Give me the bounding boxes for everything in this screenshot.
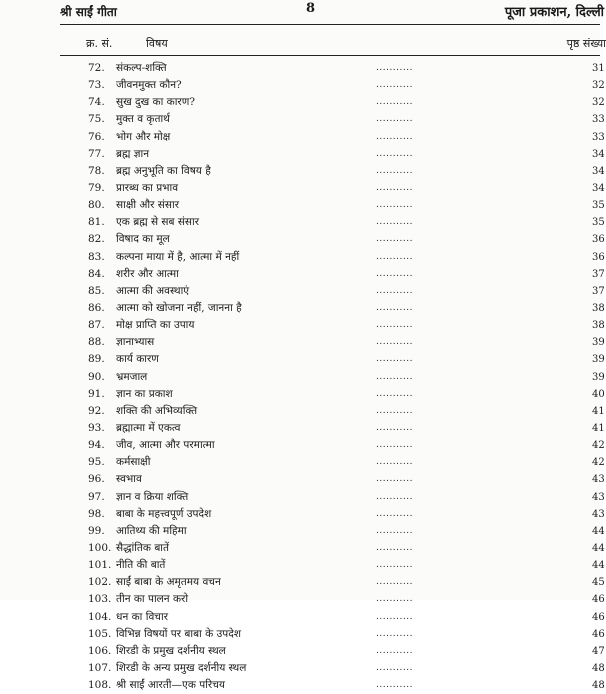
dot-leader: ........... [376,542,413,553]
entry-title: धन का विचार [116,610,168,623]
dot-leader: ........... [376,560,413,571]
header-rule [60,24,600,25]
publisher-name: पूजा प्रकाशन, दिल्ली [504,5,604,20]
entry-page: 47 [592,645,605,657]
toc-row [0,94,605,111]
dot-leader: ........... [376,611,413,622]
entry-page: 31 [592,63,605,74]
toc-row [0,523,605,540]
dot-leader: ........... [376,594,413,605]
dot-leader: ........... [376,354,413,365]
toc-row [0,300,605,317]
entry-number: 91. [88,387,105,400]
dot-leader: ........... [376,645,413,656]
entry-number: 108. [88,679,112,692]
entry-number: 101. [88,559,112,572]
toc-row [0,111,605,128]
entry-title: आतिथ्य की महिमा [116,524,187,537]
entry-number: 73. [88,79,105,92]
entry-title: ज्ञान का प्रकाश [116,387,173,400]
column-header-rule [60,55,600,56]
dot-leader: ........... [376,337,413,348]
toc-row [0,626,605,643]
entry-title: शिरडी के प्रमुख दर्शनीय स्थल [116,644,226,657]
dot-leader: ........... [376,131,413,142]
dot-leader: ........... [376,200,413,211]
toc-row [0,317,605,334]
entry-page: 40 [592,388,605,400]
toc-row [0,454,605,471]
book-title: श्री साईं गीता [60,5,117,19]
page-header [0,0,604,22]
toc-row [0,471,605,488]
entry-page: 34 [592,165,605,177]
entry-number: 85. [88,284,105,297]
entry-title: तीन का पालन करो [116,593,189,606]
toc-row [0,557,605,574]
entry-number: 77. [88,147,105,160]
entry-number: 74. [88,96,105,109]
entry-number: 94. [88,439,105,452]
entry-page: 39 [592,371,605,383]
entry-title: मुक्त व कृतार्थ [116,113,170,126]
entry-page: 46 [592,611,605,623]
toc-row [0,351,605,368]
entry-number: 76. [88,130,105,143]
entry-title: जीवनमुक्त कौन? [116,79,182,92]
entry-page: 33 [592,114,605,126]
entry-title: साईं बाबा के अमृतमय वचन [116,576,221,589]
entry-page: 42 [592,457,605,469]
entry-title: संकल्प-शक्ति [116,62,167,74]
entry-page: 37 [592,285,605,297]
entry-page: 34 [592,182,605,194]
serial-column-header: क्र. सं. [86,37,113,50]
toc-row [0,489,605,506]
toc-row [0,609,605,626]
toc-row [0,386,605,403]
entry-number: 96. [88,473,105,486]
entry-page: 41 [592,422,605,434]
entry-title: ज्ञानाभ्यास [116,336,155,349]
dot-leader: ........... [376,97,413,108]
entry-page: 34 [592,148,605,160]
entry-page: 38 [592,320,605,332]
entry-title: कार्य कारण [116,353,159,366]
dot-leader: ........... [376,405,413,416]
entry-title: भ्रमजाल [116,370,148,383]
entry-title: श्री साईं आरती—एक परिचय [116,679,225,692]
entry-number: 102. [88,576,112,589]
entry-page: 44 [592,560,605,572]
dot-leader: ........... [376,422,413,433]
entry-title: ज्ञान व क्रिया शक्ति [116,490,189,503]
entry-title: मोक्ष प्राप्ति का उपाय [116,319,195,332]
dot-leader: ........... [376,320,413,331]
toc-row [0,129,605,146]
entry-number: 107. [88,661,112,674]
entry-page: 35 [592,200,605,212]
entry-page: 44 [592,542,605,554]
toc-row [0,369,605,386]
entry-number: 81. [88,216,105,229]
entry-title: ब्रह्म ज्ञान [116,147,150,160]
dot-leader: ........... [376,182,413,193]
entry-number: 75. [88,113,105,126]
entry-page: 36 [592,251,605,263]
entry-number: 93. [88,421,105,434]
entry-number: 88. [88,336,105,349]
dot-leader: ........... [376,234,413,245]
entry-page: 37 [592,268,605,280]
entry-number: 98. [88,507,105,520]
entry-page: 45 [592,577,605,589]
entry-number: 79. [88,181,105,194]
dot-leader: ........... [376,508,413,519]
entry-number: 99. [88,524,105,537]
entry-number: 90. [88,370,105,383]
entry-page: 43 [592,474,605,486]
entry-title: एक ब्रह्म से सब संसार [116,216,200,229]
entry-page: 33 [592,131,605,143]
page-number: 8 [306,1,316,16]
toc-row [0,643,605,660]
entry-number: 87. [88,319,105,332]
entry-number: 72. [88,62,105,74]
toc-row [0,574,605,591]
entry-page: 38 [592,302,605,314]
dot-leader: ........... [376,371,413,382]
dot-leader: ........... [376,114,413,125]
entry-number: 89. [88,353,105,366]
toc-row [0,540,605,557]
dot-leader: ........... [376,63,413,73]
entry-title: आत्मा की अवस्थाएं [116,284,190,297]
toc-row [0,180,605,197]
entry-page: 48 [592,680,605,692]
toc-row [0,591,605,608]
entry-title: नीति की बातें [116,559,166,572]
entry-number: 80. [88,199,105,212]
entry-number: 106. [88,644,112,657]
entry-title: विषाद का मूल [116,233,170,246]
dot-leader: ........... [376,388,413,399]
dot-leader: ........... [376,148,413,159]
entry-page: 48 [592,662,605,674]
dot-leader: ........... [376,457,413,468]
entry-number: 78. [88,164,105,177]
toc-row [0,60,605,77]
entry-number: 104. [88,610,112,623]
toc-row [0,146,605,163]
entry-title: विभिन्न विषयों पर बाबा के उपदेश [116,627,241,640]
entry-page: 43 [592,508,605,520]
toc-row [0,266,605,283]
entry-page: 46 [592,628,605,640]
entry-page: 39 [592,337,605,349]
dot-leader: ........... [376,474,413,485]
entry-number: 95. [88,456,105,469]
toc-row [0,420,605,437]
entry-number: 83. [88,250,105,263]
column-headers [0,36,606,52]
entry-page: 43 [592,491,605,503]
toc-row [0,506,605,523]
toc-row [0,677,605,694]
entry-page: 35 [592,217,605,229]
toc-row [0,283,605,300]
dot-leader: ........... [376,577,413,588]
entry-title: आत्मा को खोजना नहीं, जानना है [116,301,242,314]
entry-page: 32 [592,80,605,92]
toc-row [0,660,605,677]
dot-leader: ........... [376,165,413,176]
entry-number: 92. [88,404,105,417]
dot-leader: ........... [376,525,413,536]
dot-leader: ........... [376,268,413,279]
entry-title: सुख दुख का कारण? [116,96,195,109]
entry-number: 105. [88,627,112,640]
toc-row [0,437,605,454]
entry-title: ब्रह्म अनुभूति का विषय है [116,164,211,177]
entry-page: 36 [592,234,605,246]
entry-title: शक्ति की अभिव्यक्ति [116,404,198,417]
dot-leader: ........... [376,440,413,451]
dot-leader: ........... [376,491,413,502]
toc-row [0,214,605,231]
entry-number: 84. [88,267,105,280]
entry-number: 97. [88,490,105,503]
entry-page: 44 [592,525,605,537]
entry-title: साक्षी और संसार [116,199,179,212]
dot-leader: ........... [376,217,413,228]
entry-title: कल्पना माया में है, आत्मा में नहीं [116,250,240,263]
entry-number: 103. [88,593,112,606]
entry-number: 82. [88,233,105,246]
toc-row [0,249,605,266]
subject-column-header: विषय [146,37,168,50]
toc-row [0,403,605,420]
toc-list [0,60,605,694]
entry-title: शरीर और आत्मा [116,267,179,280]
entry-title: जीव, आत्मा और परमात्मा [116,439,215,452]
entry-number: 86. [88,301,105,314]
toc-row [0,334,605,351]
entry-page: 32 [592,97,605,109]
entry-title: भोग और मोक्ष [116,130,171,143]
dot-leader: ........... [376,80,413,91]
entry-title: शिरडी के अन्य प्रमुख दर्शनीय स्थल [116,661,247,674]
entry-title: कर्मसाक्षी [116,456,151,469]
entry-page: 41 [592,405,605,417]
entry-title: बाबा के महत्त्वपूर्ण उपदेश [116,507,212,520]
toc-row [0,77,605,94]
dot-leader: ........... [376,662,413,673]
toc-row [0,163,605,180]
entry-page: 42 [592,440,605,452]
page-column-header: पृष्ठ संख्या [566,37,606,50]
toc-row [0,197,605,214]
dot-leader: ........... [376,628,413,639]
dot-leader: ........... [376,285,413,296]
entry-title: प्रारब्ध का प्रभाव [116,181,179,194]
dot-leader: ........... [376,680,413,691]
entry-title: ब्रह्मात्मा में एकत्व [116,421,181,434]
dot-leader: ........... [376,302,413,313]
entry-page: 46 [592,594,605,606]
toc-row [0,231,605,248]
entry-title: स्वभाव [116,473,142,486]
entry-title: सैद्धांतिक बातें [116,541,170,554]
entry-page: 39 [592,354,605,366]
entry-number: 100. [88,541,112,554]
dot-leader: ........... [376,251,413,262]
